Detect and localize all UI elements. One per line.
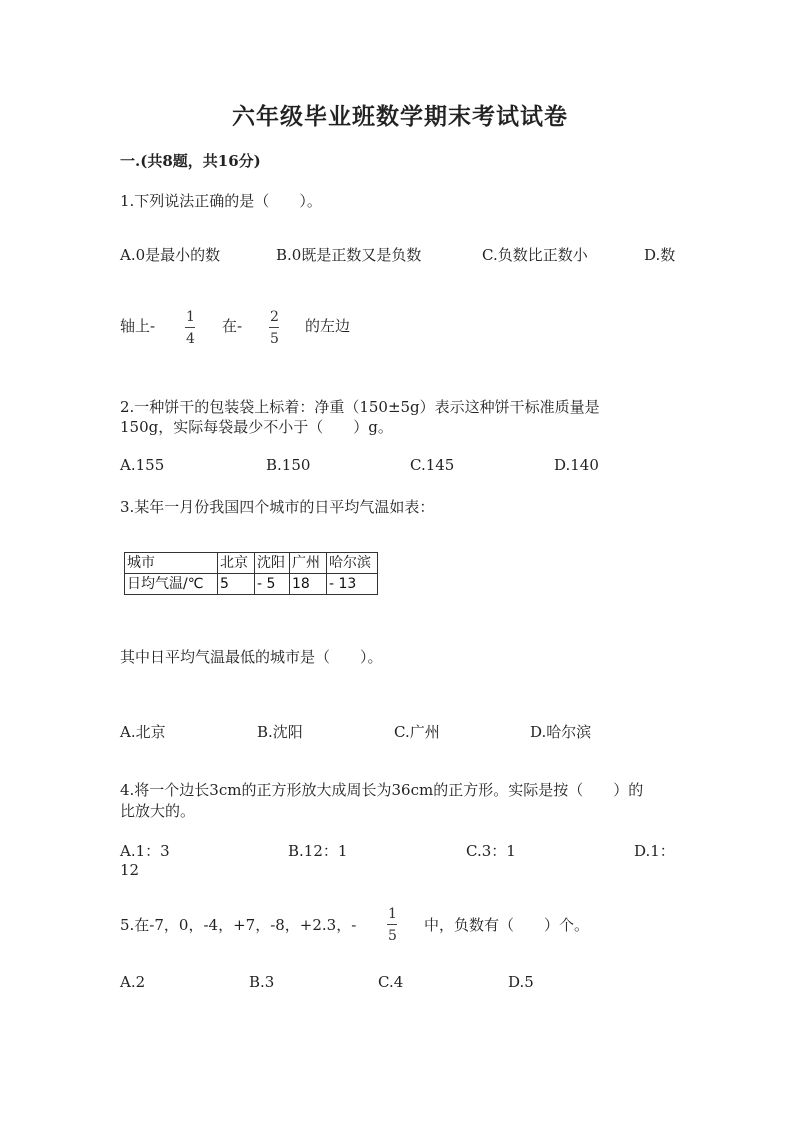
section-heading: 一.(共8题，共16分) xyxy=(120,152,261,170)
q5-stem-suffix: 中，负数有（ ）个。 xyxy=(424,916,590,934)
q2-option-a: A.155 xyxy=(120,456,165,474)
q1-line2-suffix: 的左边 xyxy=(305,317,351,335)
q4-option-c: C.3：1 xyxy=(466,842,516,860)
q4-stem-line2: 比放大的。 xyxy=(120,802,196,820)
q2-option-d: D.140 xyxy=(554,456,599,474)
q1-fraction-1-denominator: 4 xyxy=(186,331,195,347)
q5-fraction-numerator: 1 xyxy=(388,906,397,922)
table-cell: 城市 xyxy=(125,553,218,574)
q2-stem-line1: 2.一种饼干的包装袋上标着：净重（150±5g）表示这种饼干标准质量是 xyxy=(120,398,600,416)
q2-option-b: B.150 xyxy=(266,456,311,474)
q4-option-d-continued: 12 xyxy=(120,861,140,879)
q1-line2-middle: 在- xyxy=(222,317,243,335)
q3-question: 其中日平均气温最低的城市是（ ）。 xyxy=(120,648,383,666)
table-cell: 5 xyxy=(218,574,255,595)
table-cell: - 5 xyxy=(255,574,290,595)
q5-fraction-denominator: 5 xyxy=(388,928,397,944)
q3-option-d: D.哈尔滨 xyxy=(530,723,592,741)
table-cell: - 13 xyxy=(327,574,378,595)
q3-stem: 3.某年一月份我国四个城市的日平均气温如表： xyxy=(120,498,435,516)
q5-option-a: A.2 xyxy=(120,973,146,991)
q2-stem-line2: 150g，实际每袋最少不小于（ ）g。 xyxy=(120,418,393,436)
q1-option-b: B.0既是正数又是负数 xyxy=(276,246,422,264)
table-cell: 日均气温/℃ xyxy=(125,574,218,595)
table-cell: 哈尔滨 xyxy=(327,553,378,574)
q1-option-c: C.负数比正数小 xyxy=(482,246,588,264)
q1-option-a: A.0是最小的数 xyxy=(120,246,221,264)
q1-stem: 1.下列说法正确的是（ ）。 xyxy=(120,192,322,210)
q3-option-b: B.沈阳 xyxy=(257,723,303,741)
q5-option-c: C.4 xyxy=(378,973,404,991)
q4-option-d: D.1： xyxy=(634,842,675,860)
q5-stem-prefix: 5.在-7，0，-4，+7，-8，+2.3，- xyxy=(120,916,357,934)
q1-fraction-2 xyxy=(268,310,281,346)
table-cell: 18 xyxy=(290,574,327,595)
q5-option-b: B.3 xyxy=(249,973,275,991)
q1-line2-prefix: 轴上- xyxy=(120,317,156,335)
table-cell: 北京 xyxy=(218,553,255,574)
q1-fraction-2-numerator: 2 xyxy=(270,309,279,325)
q5-fraction xyxy=(386,907,399,943)
table-row xyxy=(125,574,378,595)
q1-fraction-1 xyxy=(184,310,197,346)
q2-option-c: C.145 xyxy=(410,456,455,474)
q1-fraction-1-numerator: 1 xyxy=(186,309,195,325)
table-row xyxy=(125,553,378,574)
q4-option-a: A.1：3 xyxy=(120,842,170,860)
q4-option-b: B.12：1 xyxy=(288,842,348,860)
table-cell: 广州 xyxy=(290,553,327,574)
temperature-table xyxy=(124,552,378,595)
page-title: 六年级毕业班数学期末考试试卷 xyxy=(232,103,568,130)
q3-option-a: A.北京 xyxy=(120,723,166,741)
q1-fraction-2-denominator: 5 xyxy=(270,331,279,347)
q5-option-d: D.5 xyxy=(508,973,534,991)
q4-stem-line1: 4.将一个边长3cm的正方形放大成周长为36cm的正方形。实际是按（ ）的 xyxy=(120,781,644,799)
q1-option-d: D.数 xyxy=(644,246,676,264)
q3-option-c: C.广州 xyxy=(394,723,440,741)
table-cell: 沈阳 xyxy=(255,553,290,574)
